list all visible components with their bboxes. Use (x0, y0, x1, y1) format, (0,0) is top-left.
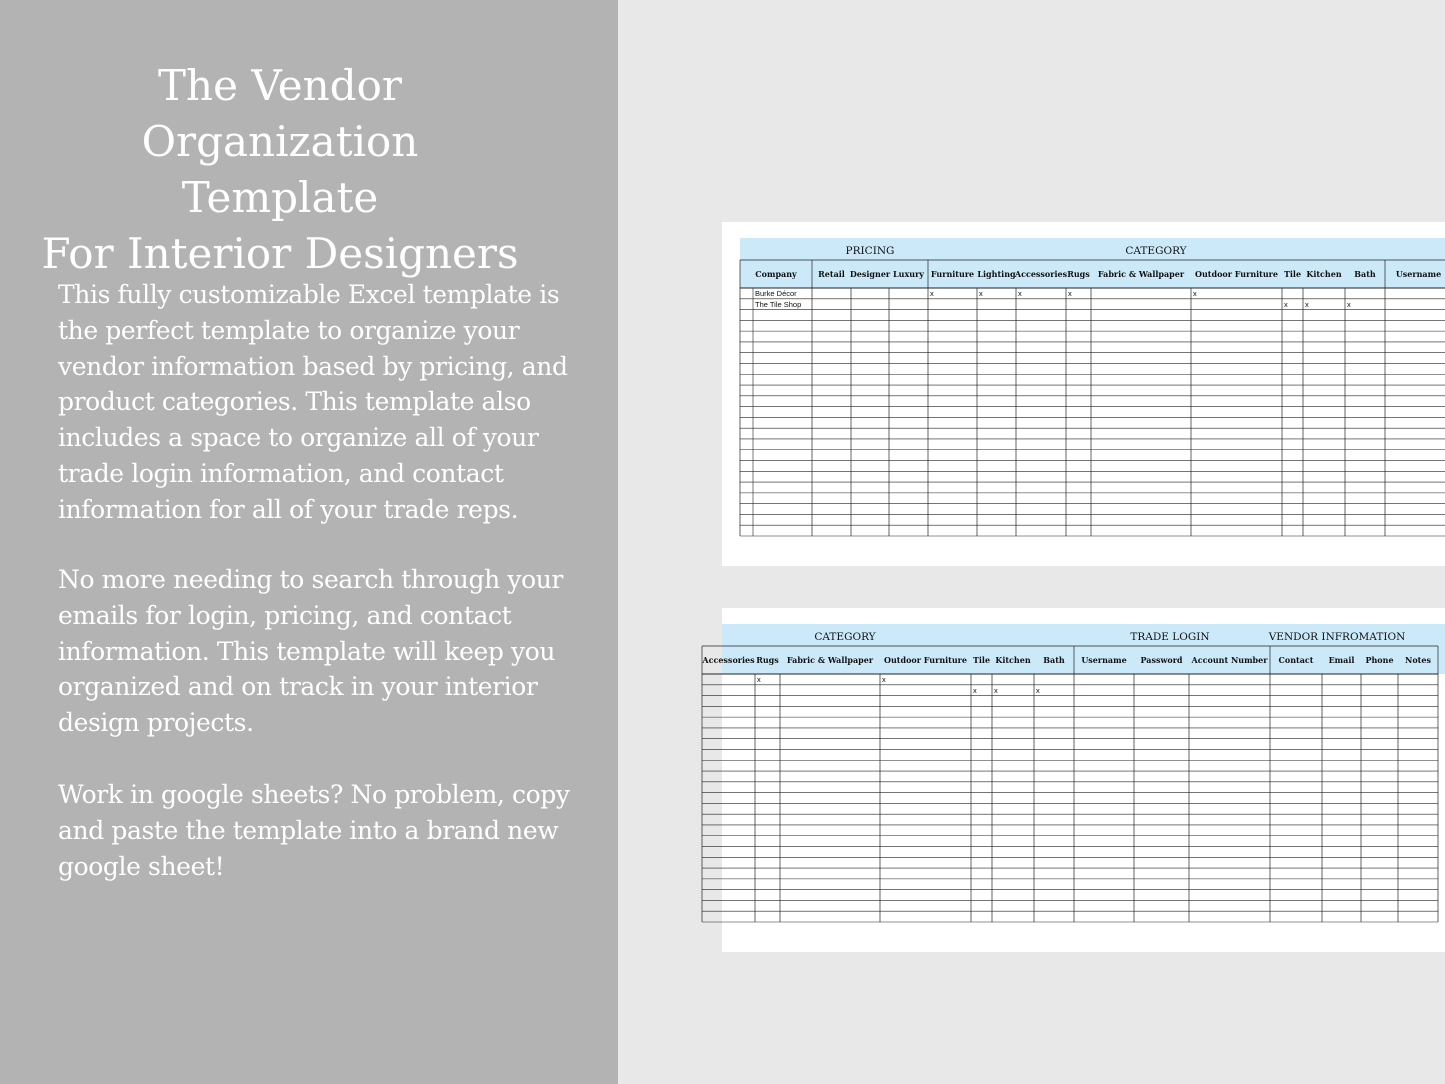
cell-value: x (930, 289, 934, 298)
column-label: Furniture (930, 269, 975, 279)
paragraph-line: google sheet! (58, 851, 225, 881)
spreadsheet-preview-top (722, 222, 1445, 566)
page-title (40, 58, 520, 282)
column-label: Designer (849, 269, 891, 279)
column-label: Fabric & Wallpaper (786, 655, 874, 665)
column-label: Fabric & Wallpaper (1097, 269, 1185, 279)
cell-value: x (1347, 299, 1351, 309)
google-sheets-paragraph (58, 777, 570, 884)
cell-value: x (973, 685, 977, 695)
column-label: Company (755, 269, 797, 279)
column-label: Password (1140, 655, 1183, 665)
paragraph-line: and paste the template into a brand new (58, 815, 559, 845)
paragraph-line: This fully customizable Excel template is (58, 280, 560, 309)
paragraph-line: product categories. This template also (58, 387, 531, 417)
cell-value: The Tile Shop (755, 299, 802, 309)
column-label: Luxury (893, 269, 924, 279)
paragraph-line: emails for login, pricing, and contact (58, 600, 512, 630)
column-label: Account Number (1191, 655, 1268, 665)
column-label: Username (1081, 655, 1127, 665)
paragraph-line: No more needing to search through your (58, 565, 563, 594)
paragraph-line: vendor information based by pricing, and (58, 351, 568, 381)
benefit-paragraph (58, 562, 563, 741)
column-label: Outdoor Furniture (1195, 269, 1278, 279)
title-line: Organization Template (141, 117, 419, 222)
left-panel (0, 0, 618, 1084)
cell-value: x (994, 685, 998, 695)
section-label: PRICING (845, 245, 895, 257)
paragraph-line: the perfect template to organize your (58, 315, 520, 345)
title-line: The Vendor (158, 61, 402, 110)
cell-value: x (1036, 685, 1040, 695)
column-label: Contact (1278, 655, 1314, 665)
section-label: CATEGORY (814, 631, 876, 643)
paragraph-line: information for all of your trade reps. (58, 494, 519, 524)
section-label: CATEGORY (1125, 245, 1187, 257)
column-label: Retail (818, 269, 845, 279)
title-line: For Interior Designers (41, 229, 519, 278)
cell-value: x (882, 675, 886, 684)
spreadsheet-grid-top (722, 222, 1445, 566)
column-label: Tile (1283, 269, 1302, 279)
section-label: TRADE LOGIN (1130, 631, 1210, 643)
paragraph-line: includes a space to organize all of your (58, 423, 539, 453)
column-label: Phone (1365, 655, 1394, 665)
paragraph-line: trade login information, and contact (58, 458, 504, 488)
column-label: Kitchen (995, 655, 1031, 665)
column-label: Accessories (1014, 269, 1068, 279)
paragraph-line: information. This template will keep you (58, 636, 556, 666)
paragraph-line: design projects. (58, 708, 254, 738)
column-label: Rugs (1067, 269, 1090, 279)
cell-value: x (1193, 289, 1197, 298)
paragraph-line: Work in google sheets? No problem, copy (58, 780, 570, 809)
column-label: Outdoor Furniture (884, 655, 967, 665)
column-label: Rugs (756, 655, 779, 665)
cell-value: x (1305, 299, 1309, 309)
cell-value: x (1068, 289, 1072, 298)
column-label: Notes (1405, 655, 1431, 665)
column-label: Username (1395, 269, 1442, 279)
column-label: Email (1328, 655, 1355, 665)
cell-value: x (757, 675, 761, 684)
column-label: Kitchen (1306, 269, 1342, 279)
cell-value: Burke Décor (755, 289, 797, 298)
column-label: Accessories (702, 655, 755, 665)
cell-value: x (979, 289, 983, 298)
column-label: Lighting (977, 269, 1016, 279)
cell-value: x (1284, 299, 1288, 309)
column-label: Tile (972, 655, 991, 665)
paragraph-line: organized and on track in your interior (58, 672, 538, 702)
spreadsheet-preview-bottom (702, 608, 1445, 952)
spreadsheet-grid-bottom (702, 608, 1445, 952)
column-label: Bath (1354, 269, 1376, 279)
section-label: VENDOR INFROMATION (1268, 631, 1406, 643)
cell-value: x (1018, 289, 1022, 298)
column-label: Bath (1043, 655, 1065, 665)
description-paragraph (58, 277, 568, 528)
